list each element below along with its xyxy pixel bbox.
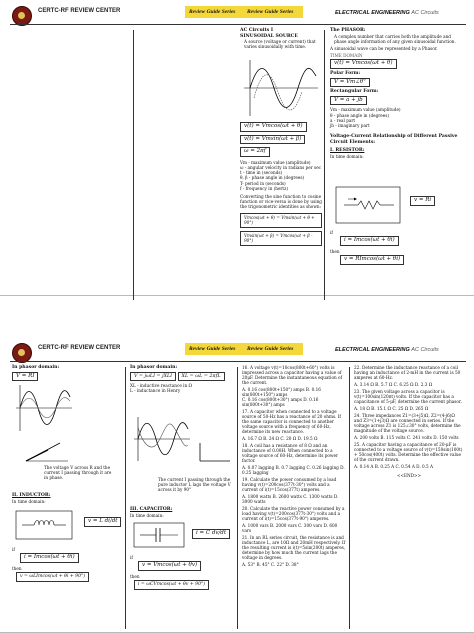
time-domain-label: In time domain: <box>12 498 46 504</box>
sine-equation: v(t) = Vmsin(ωt + β) <box>240 135 305 145</box>
phasor-domain-label: In phasor domain: <box>130 365 178 370</box>
header-rule <box>10 361 466 362</box>
phasor-title: The PHASOR: <box>330 28 366 33</box>
subject-title <box>335 10 439 16</box>
center-name: CERTC-RF REVIEW CENTER <box>38 8 121 14</box>
definition-line: f - frequency in (hertz) <box>240 185 288 191</box>
answer-choices: A. 1000 vars B. 2000 vars C. 300 vars D. 600 vars <box>242 523 338 533</box>
series-banner <box>185 343 303 355</box>
rect-equation: V = a + jb <box>330 96 367 106</box>
inductor-phasor-column <box>130 365 234 394</box>
cosine-equation: v(t) = Vmcos(ωt + θ) <box>240 122 307 132</box>
problem-19: 19. Calculate the power consumed by a load having v(t)=200cos(377t-30°) volts and a current of i(t)=15cos(377t) amperes. <box>242 477 337 492</box>
time-domain-label: In time domain: <box>330 153 364 159</box>
sinusoid-graph <box>240 58 320 118</box>
reactance-equation: XL = ωL = 2πfL <box>178 372 225 382</box>
answer-choices: A. 1800 watts B. 2600 watts C. 1300 watts D. 3000 watts <box>242 494 339 504</box>
section-title: AC Circuits I <box>240 28 273 33</box>
phasor-column <box>330 28 464 159</box>
subject-name: ELECTRICAL ENGINEERING <box>335 347 410 353</box>
column-rule <box>237 367 238 629</box>
capacitor-relations <box>130 555 236 590</box>
answer-choices: A. 0.14 A B. 0.25 A C. 0.54 A D. 0.5 A <box>354 464 434 469</box>
column-rule <box>349 367 350 629</box>
column-rule <box>324 30 325 300</box>
series-banner <box>185 6 303 18</box>
resistor-equation-col <box>410 196 435 206</box>
problems-column-left <box>242 365 346 567</box>
series-label: Review Guide Series <box>189 346 236 352</box>
inductor-phasor-equation: V = jωLI = jXLI <box>130 372 176 382</box>
topic-name: AC Circuits <box>411 347 439 353</box>
definition-line: XL - inductive reactance in Ω <box>130 383 192 389</box>
then-label: then <box>330 248 340 254</box>
definition-line: T- period in (seconds) <box>240 180 286 186</box>
problem-21: 21. In an RL series circuit, the resistance is and inductance L, are 10Ω and 20mH respectively. If the resulting current is i(t)=5sin(200t) amperes, determine by how much the current lags the voltage in degrees. <box>242 535 346 560</box>
problem-23: 23. The given voltage across a capacitor is v(t)=100sin(120πt) volts. If the capacitor has a capacitance of 5-μF, determine the current phasor. <box>354 389 462 404</box>
current-equation: i = Imcos(ωt + θi) <box>20 553 79 563</box>
capacitor-heading: III. CAPACITOR: <box>130 507 173 512</box>
center-logo-icon <box>12 6 32 26</box>
definition-line: Vm - maximum value (amplitude) <box>240 159 311 165</box>
then-label: then <box>130 573 140 579</box>
page-header <box>10 4 466 26</box>
inductor-equation-col <box>84 517 121 527</box>
section-subtitle: SINUSOIDAL SOURCE <box>240 33 298 39</box>
polar-form-label: Polar Form: <box>330 71 361 76</box>
problem-16: 16. A voltage v(t)=10cos(800t+60°) volts is impressed across a capacitor having a value of 20μF. Determine the instantaneous equation of the current. <box>242 365 343 385</box>
answer-choices: C. 0.16 cos(800t+30°) amps D. 0.16 sin(800t+30°) amps <box>242 397 319 407</box>
capacitor-circuit-diagram <box>132 521 188 551</box>
time-domain-label: In time domain: <box>130 512 164 518</box>
problem-22: 22. Determine the inductance reactance of a coil having an inductance of 2-mH in the current is 50 amperes at 60-Hz. <box>354 365 461 380</box>
conversion-equation: Vmcos(ωt + θ) = Vmsin(ωt + θ + 90°) <box>240 213 322 228</box>
column-rule <box>133 30 134 300</box>
inductor-heading: II. INDUCTOR: <box>12 493 51 498</box>
in-phase-phasor-diagram <box>22 435 72 465</box>
center-logo-icon <box>12 343 32 363</box>
answer-choices: A. 0.07 lagging B. 0.7 lagging C. 0.26 lagging D. 0.25 lagging <box>242 465 345 475</box>
header-rule <box>10 24 466 25</box>
ohm-law-equation: v = Ri <box>410 196 435 206</box>
vc-relationship-title: Voltage-Current Relationship of Different Passive Circuit Elements: <box>330 134 458 145</box>
if-label: if <box>130 555 133 560</box>
definition-line: Vm - maximum value (amplitude) <box>330 107 401 113</box>
polar-equation: V = Vm∠θ° <box>330 78 370 88</box>
resistor-heading: I. RESISTOR: <box>330 148 365 154</box>
subject-title <box>335 347 439 353</box>
problem-24: 24. Three impedances Z1=(3+j5)Ω, Z2=(4-j6)Ω and Z3=(1+j3)Ω are connected in series. If the voltage across Z1 is 125∠30° volts, determine the magnitude of the voltage source. <box>354 413 461 433</box>
problems-column-right <box>354 365 464 478</box>
answer-choices: A. 18 Ω B. 15.1 Ω C. 25 Ω D. 265 Ω <box>354 406 429 411</box>
current-equation: i = ωCVmcos(ωt + θv + 90°) <box>134 580 209 590</box>
lagging-phasor-diagram <box>196 441 234 477</box>
voltage-equation: v = RImcos(ωt + θi) <box>340 255 404 265</box>
voltage-equation: v = Vmcos(ωt + θv) <box>138 561 201 571</box>
answer-choices: A. 3.14 Ω B. 5.7 Ω C. 6.25 Ω D. 2.3 Ω <box>354 382 433 387</box>
lagging-caption: The current I passing through the pure inductor L lags the voltage V across it by 90° <box>158 477 231 493</box>
series-label: Review Guide Series <box>189 9 236 15</box>
voltage-equation: v = ωLImcos(ωt + θi + 90°) <box>16 572 89 582</box>
page-two <box>0 337 474 633</box>
problem-18: 18. A coil has a resistance of 8 Ω and an inductance of 0.08H. When connected to a voltage source of 60-Hz, determine its power factor. <box>242 443 338 463</box>
capacitor-ic-equation: i = C dv/dt <box>192 529 230 539</box>
definition-line: θ - phase angle in (degrees) <box>330 112 390 118</box>
inductor-circuit-diagram <box>14 509 76 543</box>
phasor-text: A sinusoidal wave can be represented by a Phasor. <box>330 46 438 51</box>
definition-line: ω - angular velocity in radians per sec <box>240 164 322 170</box>
problem-25: 25. A capacitor having a capacitance of 20-μF is connected to a voltage source of v(t)=150sin(100t) + 50cos(400t) volts. Determine the effective value of the current drawn. <box>354 442 463 462</box>
column-rule <box>125 367 126 629</box>
answer-choices: A. 0.16 cos(800t+150°) amps B. 0.16 sin(800t+150°) amps <box>242 387 321 397</box>
definition-line: a - real part <box>330 117 356 123</box>
omega-equation: ω = 2πf <box>240 147 270 157</box>
lagging-waveform <box>132 415 192 463</box>
answer-choices: A. 53° B. 45° C. 22° D. 38° <box>242 562 299 567</box>
then-label: then <box>12 565 22 571</box>
source-definition: A source (voltage or current) that varies sinusoidally with time. <box>244 39 316 50</box>
answer-choices: A. 200 volts B. 115 volts C. 241 volts D. 150 volts <box>354 435 459 440</box>
definition-line: L - inductance in Henry <box>130 388 181 394</box>
conversion-text: Converting the sine function to cosine function or vice-versa is done by using the trigonometric identities as shown: <box>240 194 322 210</box>
current-equation: i = Imcos(ωt + θi) <box>340 236 399 246</box>
topic-name: AC Circuits <box>411 10 439 16</box>
inductor-relations <box>12 547 124 582</box>
time-domain-label: TIME DOMAIN <box>330 53 363 59</box>
phasor-definition: A complex number that carries both the amplitude and phase angle information of any given sinusoidal function. <box>334 33 456 44</box>
problem-20: 20. Calculate the reactive power consumed by a load having v(t)=200cos(377t-30°) volts and a current of i(t)=15cos(377t-90°) amperes. <box>242 506 345 521</box>
time-domain-equation: v(t) = Vmcos(ωt + θ) <box>330 59 397 69</box>
inductor-section <box>12 493 122 504</box>
page-one <box>0 0 474 296</box>
phasor-domain-label: In phasor domain: <box>12 365 60 370</box>
capacitor-section <box>130 507 234 518</box>
sinusoid-equations <box>240 122 322 246</box>
capacitor-equation-col <box>192 529 230 539</box>
resistor-relations <box>330 230 464 265</box>
definition-line: jb - imaginary part <box>330 122 370 128</box>
answer-choices: A. 16.7 Ω B. 24 Ω C. 20 Ω D. 19.5 Ω <box>242 436 318 441</box>
conversion-equation: Vmsin(ωt + β) = Vmcos(ωt + β - 90°) <box>240 231 322 246</box>
ac-circuits-column <box>240 28 322 50</box>
if-label: if <box>330 230 333 235</box>
resistor-circuit-diagram <box>334 185 404 227</box>
if-label: if <box>12 547 15 552</box>
subject-name: ELECTRICAL ENGINEERING <box>335 10 410 16</box>
in-phase-caption: The voltage V across R and the current I passing through it are in phase. <box>44 465 112 481</box>
series-label: Review Guide Series <box>247 9 294 15</box>
problem-17: 17. A capacitor when connected to a voltage source of 50-Hz has a reactance of 20 ohms. If the same capacitor is connected to another voltage source with a frequency of 60-Hz, determine its new reactance. <box>242 409 341 434</box>
in-phase-waveform <box>14 383 74 433</box>
rect-form-label: Rectangular Form: <box>330 89 379 95</box>
center-name: CERTC-RF REVIEW CENTER <box>38 345 121 351</box>
definition-line: t - time in (seconds) <box>240 170 283 176</box>
page-header <box>10 341 466 363</box>
resistor-phasor-column <box>12 365 122 381</box>
series-label: Review Guide Series <box>247 346 294 352</box>
end-marker: <<END>> <box>396 473 422 478</box>
definition-line: θ, β - phase angle in (degrees) <box>240 175 305 181</box>
inductor-vl-equation: v = L di/dt <box>84 517 121 527</box>
phasor-ohm-equation: V = RI <box>12 372 38 382</box>
